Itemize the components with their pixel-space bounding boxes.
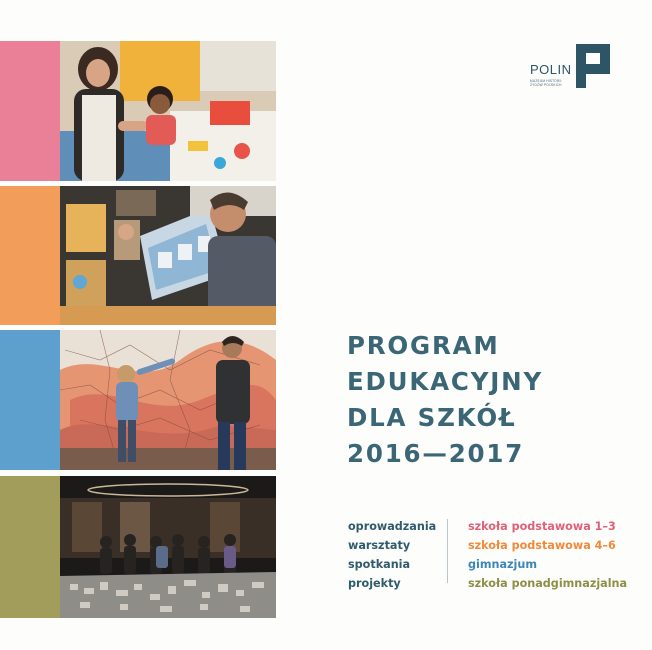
polin-logo-icon (576, 44, 610, 88)
color-band-olive (0, 476, 60, 618)
activity-item: oprowadzania (348, 520, 437, 533)
title-line-program: PROGRAM (347, 331, 500, 360)
title-line-edukacyjny: EDUKACYJNY (347, 367, 543, 396)
photo-craft-workshop (60, 41, 276, 181)
color-band-blue (0, 330, 60, 470)
photo-row-4 (0, 476, 276, 618)
photo-map-wall (60, 330, 276, 470)
brochure-title (347, 328, 543, 472)
activity-item: spotkania (348, 558, 411, 571)
activity-item: projekty (348, 577, 401, 590)
photo-row-1 (0, 41, 276, 181)
activity-item: warsztaty (348, 539, 411, 552)
title-line-years: 2016—2017 (347, 439, 525, 468)
polin-logo (530, 44, 610, 90)
logo-wordmark: POLIN (530, 62, 572, 77)
color-band-pink (0, 41, 60, 181)
school-level-item: szkoła ponadgimnazjalna (468, 577, 628, 590)
school-level-item: szkoła podstawowa 1–3 (468, 520, 616, 533)
logo-subtitle: MUZEUM HISTORII ŻYDÓW POLSKICH (530, 79, 562, 87)
photo-row-3 (0, 330, 276, 470)
color-band-orange (0, 186, 60, 325)
school-level-item: szkoła podstawowa 4–6 (468, 539, 616, 552)
photo-exhibition-model (60, 476, 276, 618)
title-line-dla-szkol: DLA SZKÓŁ (347, 403, 517, 432)
photo-model-train (60, 186, 276, 325)
school-level-item: gimnazjum (468, 558, 537, 571)
list-divider (447, 519, 448, 583)
school-levels-list (468, 517, 627, 593)
photo-row-2 (0, 186, 276, 325)
activities-list (348, 517, 436, 593)
